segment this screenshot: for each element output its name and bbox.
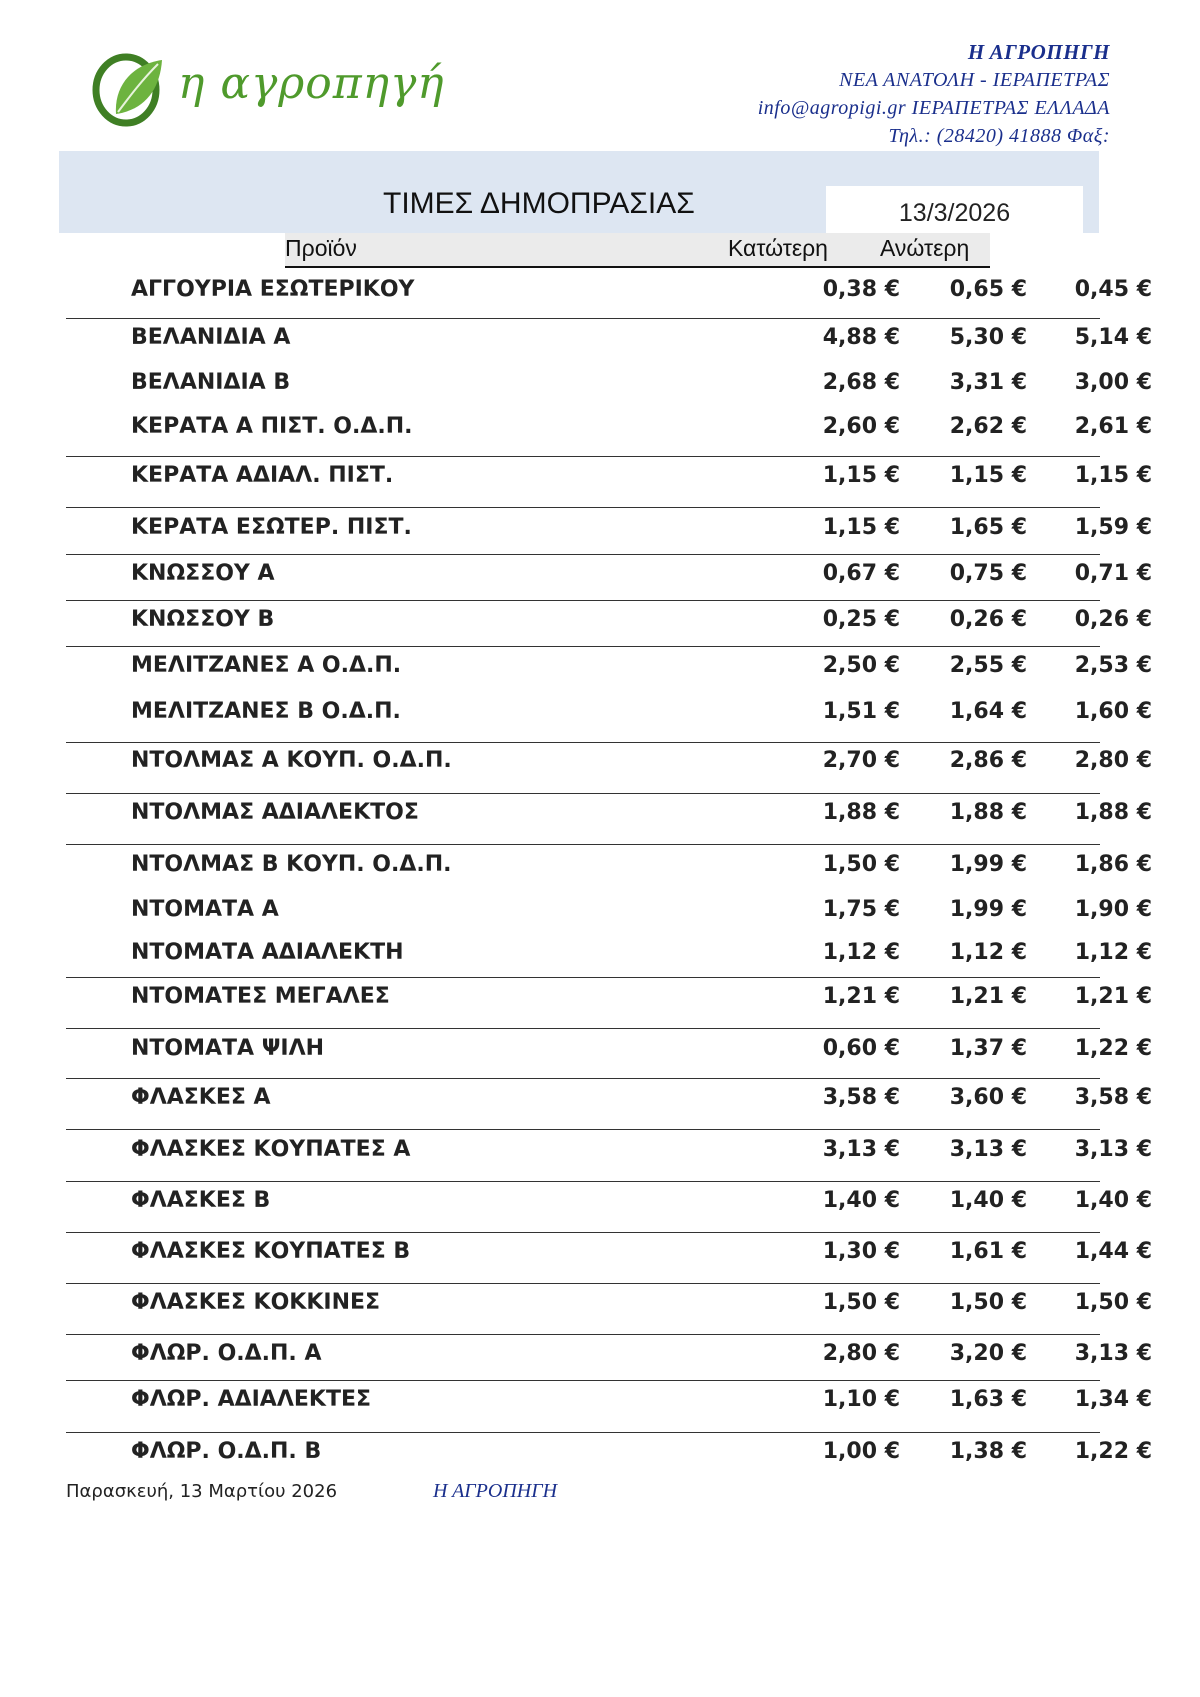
max-price: 1,65 € [949,515,1027,540]
product-name: ΝΤΟΛΜΑΣ ΑΔΙΑΛΕΚΤΟΣ [131,800,419,825]
table-row [66,1281,1152,1325]
max-price: 1,99 € [949,897,1027,922]
logo-text: η αγροπηγή [178,58,445,109]
product-name: ΝΤΟΜΑΤΑ Α [131,897,279,922]
product-name: ΝΤΟΜΑΤΕΣ ΜΕΓΑΛΕΣ [131,984,390,1009]
max-price: 3,13 € [949,1137,1027,1162]
column-header-max: Ανώτερη [880,235,970,261]
table-row [66,552,1152,596]
min-price: 4,88 € [822,325,900,350]
min-price: 0,60 € [822,1036,900,1061]
table-row [66,843,1152,887]
product-name: ΒΕΛΑΝΙΔΙΑ Α [131,325,291,350]
min-price: 1,00 € [822,1439,900,1464]
product-name: ΚΕΡΑΤΑ Α ΠΙΣΤ. Ο.Δ.Π. [131,414,413,439]
min-price: 2,50 € [822,653,900,678]
max-price: 1,21 € [949,984,1027,1009]
table-row [66,644,1152,688]
min-price: 1,50 € [822,1290,900,1315]
avg-price: 3,13 € [1074,1137,1152,1162]
avg-price: 1,60 € [1074,699,1152,724]
page-title: ΤΙΜΕΣ ΔΗΜΟΠΡΑΣΙΑΣ [383,187,695,220]
company-name: Η ΑΓΡΟΠΗΓΗ [967,40,1110,64]
product-name: ΦΛΩΡ. Ο.Δ.Π. Β [131,1439,322,1464]
table-row [66,1378,1152,1422]
table-row [66,1332,1152,1376]
product-name: ΚΕΡΑΤΑ ΑΔΙΑΛ. ΠΙΣΤ. [131,463,394,488]
product-name: ΒΕΛΑΝΙΔΙΑ Β [131,370,291,395]
avg-price: 1,22 € [1074,1036,1152,1061]
avg-price: 3,58 € [1074,1085,1152,1110]
product-name: ΝΤΟΜΑΤΑ ΨΙΛΗ [131,1036,325,1061]
table-row [66,791,1152,835]
avg-price: 1,34 € [1074,1387,1152,1412]
min-price: 0,38 € [822,277,900,302]
max-price: 0,26 € [949,607,1027,632]
table-row [66,1230,1152,1274]
max-price: 1,40 € [949,1188,1027,1213]
avg-price: 0,71 € [1074,561,1152,586]
table-row [66,405,1152,449]
avg-price: 1,44 € [1074,1239,1152,1264]
avg-price: 1,40 € [1074,1188,1152,1213]
min-price: 2,68 € [822,370,900,395]
min-price: 2,70 € [822,748,900,773]
max-price: 1,88 € [949,800,1027,825]
table-row [66,1430,1152,1474]
min-price: 2,60 € [822,414,900,439]
product-name: ΦΛΑΣΚΕΣ ΚΟΥΠΑΤΕΣ Β [131,1239,411,1264]
table-row [66,454,1152,498]
product-name: ΦΛΩΡ. Ο.Δ.Π. Α [131,1341,322,1366]
min-price: 1,12 € [822,940,900,965]
product-name: ΦΛΩΡ. ΑΔΙΑΛΕΚΤΕΣ [131,1387,372,1412]
avg-price: 1,88 € [1074,800,1152,825]
max-price: 5,30 € [949,325,1027,350]
avg-price: 2,80 € [1074,748,1152,773]
avg-price: 1,59 € [1074,515,1152,540]
column-header-min: Κατώτερη [728,235,828,261]
product-name: ΦΛΑΣΚΕΣ ΚΟΥΠΑΤΕΣ Α [131,1137,411,1162]
product-name: ΚΝΩΣΣΟΥ Β [131,607,275,632]
min-price: 1,40 € [822,1188,900,1213]
table-row [66,268,1152,312]
product-name: ΑΓΓΟΥΡΙΑ ΕΣΩΤΕΡΙΚΟΥ [131,277,415,302]
max-price: 1,99 € [949,852,1027,877]
product-name: ΝΤΟΛΜΑΣ Α ΚΟΥΠ. Ο.Δ.Π. [131,748,452,773]
max-price: 1,64 € [949,699,1027,724]
max-price: 1,50 € [949,1290,1027,1315]
max-price: 2,55 € [949,653,1027,678]
avg-price: 1,86 € [1074,852,1152,877]
max-price: 3,20 € [949,1341,1027,1366]
min-price: 3,58 € [822,1085,900,1110]
avg-price: 1,12 € [1074,940,1152,965]
auction-date: 13/3/2026 [826,186,1083,235]
table-row [66,361,1152,405]
avg-price: 1,21 € [1074,984,1152,1009]
product-name: ΦΛΑΣΚΕΣ Α [131,1085,271,1110]
min-price: 0,25 € [822,607,900,632]
min-price: 1,75 € [822,897,900,922]
max-price: 2,86 € [949,748,1027,773]
min-price: 3,13 € [822,1137,900,1162]
max-price: 0,75 € [949,561,1027,586]
min-price: 2,80 € [822,1341,900,1366]
product-name: ΜΕΛΙΤΖΑΝΕΣ Α Ο.Δ.Π. [131,653,402,678]
table-row [66,598,1152,642]
max-price: 1,15 € [949,463,1027,488]
min-price: 1,51 € [822,699,900,724]
max-price: 2,62 € [949,414,1027,439]
max-price: 1,63 € [949,1387,1027,1412]
product-name: ΦΛΑΣΚΕΣ ΚΟΚΚΙΝΕΣ [131,1290,381,1315]
min-price: 1,21 € [822,984,900,1009]
table-row [66,1076,1152,1120]
footer-company: Η ΑΓΡΟΠΗΓΗ [433,1480,558,1502]
company-address: ΝΕΑ ΑΝΑΤΟΛΗ - ΙΕΡΑΠΕΤΡΑΣ [839,69,1110,91]
avg-price: 2,53 € [1074,653,1152,678]
max-price: 1,37 € [949,1036,1027,1061]
table-row [66,888,1152,932]
avg-price: 0,26 € [1074,607,1152,632]
table-row [66,1027,1152,1071]
footer-date: Παρασκευή, 13 Μαρτίου 2026 [66,1481,338,1502]
max-price: 1,12 € [949,940,1027,965]
product-name: ΦΛΑΣΚΕΣ Β [131,1188,271,1213]
max-price: 1,61 € [949,1239,1027,1264]
min-price: 1,30 € [822,1239,900,1264]
avg-price: 3,00 € [1074,370,1152,395]
product-name: ΝΤΟΜΑΤΑ ΑΔΙΑΛΕΚΤΗ [131,940,404,965]
min-price: 1,88 € [822,800,900,825]
table-row [66,316,1152,360]
product-name: ΝΤΟΛΜΑΣ Β ΚΟΥΠ. Ο.Δ.Π. [131,852,452,877]
max-price: 3,31 € [949,370,1027,395]
avg-price: 5,14 € [1074,325,1152,350]
min-price: 1,10 € [822,1387,900,1412]
min-price: 1,15 € [822,515,900,540]
company-email-line: info@agropigi.gr ΙΕΡΑΠΕΤΡΑΣ ΕΛΛΑΔΑ [757,97,1110,119]
avg-price: 3,13 € [1074,1341,1152,1366]
table-row [66,931,1152,975]
table-row [66,506,1152,550]
max-price: 1,38 € [949,1439,1027,1464]
max-price: 3,60 € [949,1085,1027,1110]
table-row [66,690,1152,734]
avg-price: 1,50 € [1074,1290,1152,1315]
min-price: 1,15 € [822,463,900,488]
avg-price: 2,61 € [1074,414,1152,439]
avg-price: 0,45 € [1074,277,1152,302]
table-row [66,975,1152,1019]
avg-price: 1,22 € [1074,1439,1152,1464]
min-price: 1,50 € [822,852,900,877]
table-row [66,739,1152,783]
product-name: ΜΕΛΙΤΖΑΝΕΣ Β Ο.Δ.Π. [131,699,401,724]
avg-price: 1,90 € [1074,897,1152,922]
column-header-product: Προϊόν [285,235,357,261]
max-price: 0,65 € [949,277,1027,302]
avg-price: 1,15 € [1074,463,1152,488]
product-name: ΚΕΡΑΤΑ ΕΣΩΤΕΡ. ΠΙΣΤ. [131,515,412,540]
product-name: ΚΝΩΣΣΟΥ Α [131,561,275,586]
company-phone-line: Τηλ.: (28420) 41888 Φαξ: [888,125,1110,147]
table-row [66,1179,1152,1223]
table-row [66,1128,1152,1172]
min-price: 0,67 € [822,561,900,586]
